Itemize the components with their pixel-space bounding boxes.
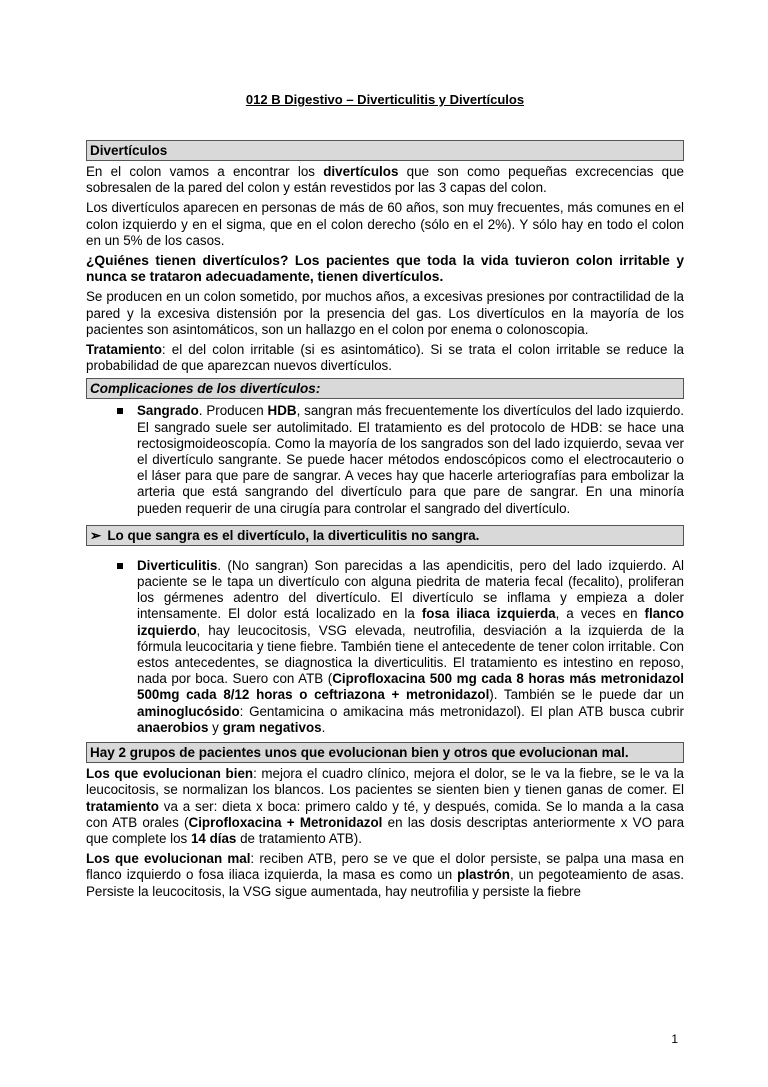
document-title: 012 B Digestivo – Diverticulitis y Divertículos: [245, 92, 525, 107]
paragraph-epidemiology: Los divertículos aparecen en personas de más de 60 años, son muy frecuentes, más comunes en el colon izquierdo y en el sigma, que en el colon derecho (sólo en el 2%). Y sólo hay en todo el colon en un 5% de los casos.: [86, 200, 684, 248]
document-page: [86, 92, 684, 904]
section-header-evolucion: Hay 2 grupos de pacientes unos que evolucionan bien y otros que evolucionan mal.: [86, 742, 684, 763]
page-number: 1: [671, 1032, 678, 1046]
arrow-bullet-icon: ➢: [90, 527, 102, 543]
paragraph-evolucionan-mal: Los que evolucionan mal: reciben ATB, pero se ve que el dolor persiste, se palpa una masa en flanco izquierdo o fosa iliaca izquierda, la masa es como un plastrón, un pegoteamiento de asas. Persiste la leucocitosis, la VSG sigue aumentada, hay neutrofilia y persiste la fiebre: [86, 851, 684, 899]
square-bullet-icon: [117, 408, 123, 414]
section-header-diverticulos: Divertículos: [86, 140, 684, 161]
section-header-sangrado-note: ➢ Lo que sangra es el divertículo, la diverticulitis no sangra.: [86, 525, 684, 546]
paragraph-evolucionan-bien: Los que evolucionan bien: mejora el cuadro clínico, mejora el dolor, se le va la fiebre, se le va la leucocitosis, se normalizan los blancos. Los pacientes se sienten bien y tienen ganas de comer. El tratamiento va a ser: dieta x boca: primero caldo y té, y después, comida. Se lo manda a la casa con ATB orales (Ciprofloxacina + Metronidazol en las dosis descriptas anteriormente x VO para que complete los 14 días de tratamiento ATB).: [86, 766, 685, 846]
paragraph-treatment: Tratamiento: el del colon irritable (si es asintomático). Si se trata el colon irritable se reduce la probabilidad de que aparezcan nuevos divertículos.: [86, 342, 684, 374]
paragraph-pathogenesis: Se producen en un colon sometido, por muchos años, a excesivas presiones por contractilidad de la pared y la excesiva distensión por la presencia del gas. Los divertículos en la mayoría de los pacientes son asintomáticos, son un hallazgo en el colon por enema o colonoscopia.: [86, 289, 684, 337]
bullet-diverticulitis: Diverticulitis. (No sangran) Son parecidas a las apendicitis, pero del lado izquierdo. Al paciente se le tapa un divertículo con alguna piedrita de materia fecal (fecalito), proliferan los gérmenes adentro del divertículo. El divertículo se inflama y empieza a doler intensamente. El dolor está localizado en la fosa iliaca izquierda, a veces en flanco izquierdo, hay leucocitosis, VSG elevada, neutrofilia, desviación a la izquierda de la fórmula leucocitaria y tiene fiebre. También tiene el antecedente de tener colon irritable. Con estos antecedentes, se diagnostica la diverticulitis. El tratamiento es intestino en reposo, nada por boca. Suero con ATB (Ciprofloxacina 500 mg cada 8 horas más metronidazol 500mg cada 8/12 horas o ceftriazona + metronidazol). También se le puede dar un aminoglucósido: Gentamicina o amikacina más metronidazol). El plan ATB busca cubrir anaerobios y gram negativos.: [86, 558, 684, 736]
paragraph-question: ¿Quiénes tienen divertículos? Los pacientes que toda la vida tuvieron colon irritable y nunca se trataron adecuadamente, tienen divertículos.: [86, 253, 684, 285]
square-bullet-icon: [117, 563, 123, 569]
bullet-sangrado: Sangrado. Producen HDB, sangran más frecuentemente los divertículos del lado izquierdo. El sangrado suele ser autolimitado. El tratamiento es del protocolo de HDB: se hace una rectosigmoideoscopía. Como la mayoría de los sangrados son del lado izquierdo, sevaa ver el divertículo sangrante. Se puede hacer métodos endoscópicos como el electrocauterio o el láser para que pare de sangrar. A veces hay que hacerle arteriografías para embolizar la arteria que está sangrando del divertículo para que pare de sangrar. En una minoría pueden requerir de una cirugía para controlar el sangrado del divertículo.: [86, 403, 684, 516]
paragraph-intro: En el colon vamos a encontrar los divertículos que son como pequeñas excrecencias que sobresalen de la pared del colon y están revestidos por las 3 capas del colon.: [86, 164, 685, 196]
section-header-complicaciones: Complicaciones de los divertículos:: [86, 378, 684, 399]
